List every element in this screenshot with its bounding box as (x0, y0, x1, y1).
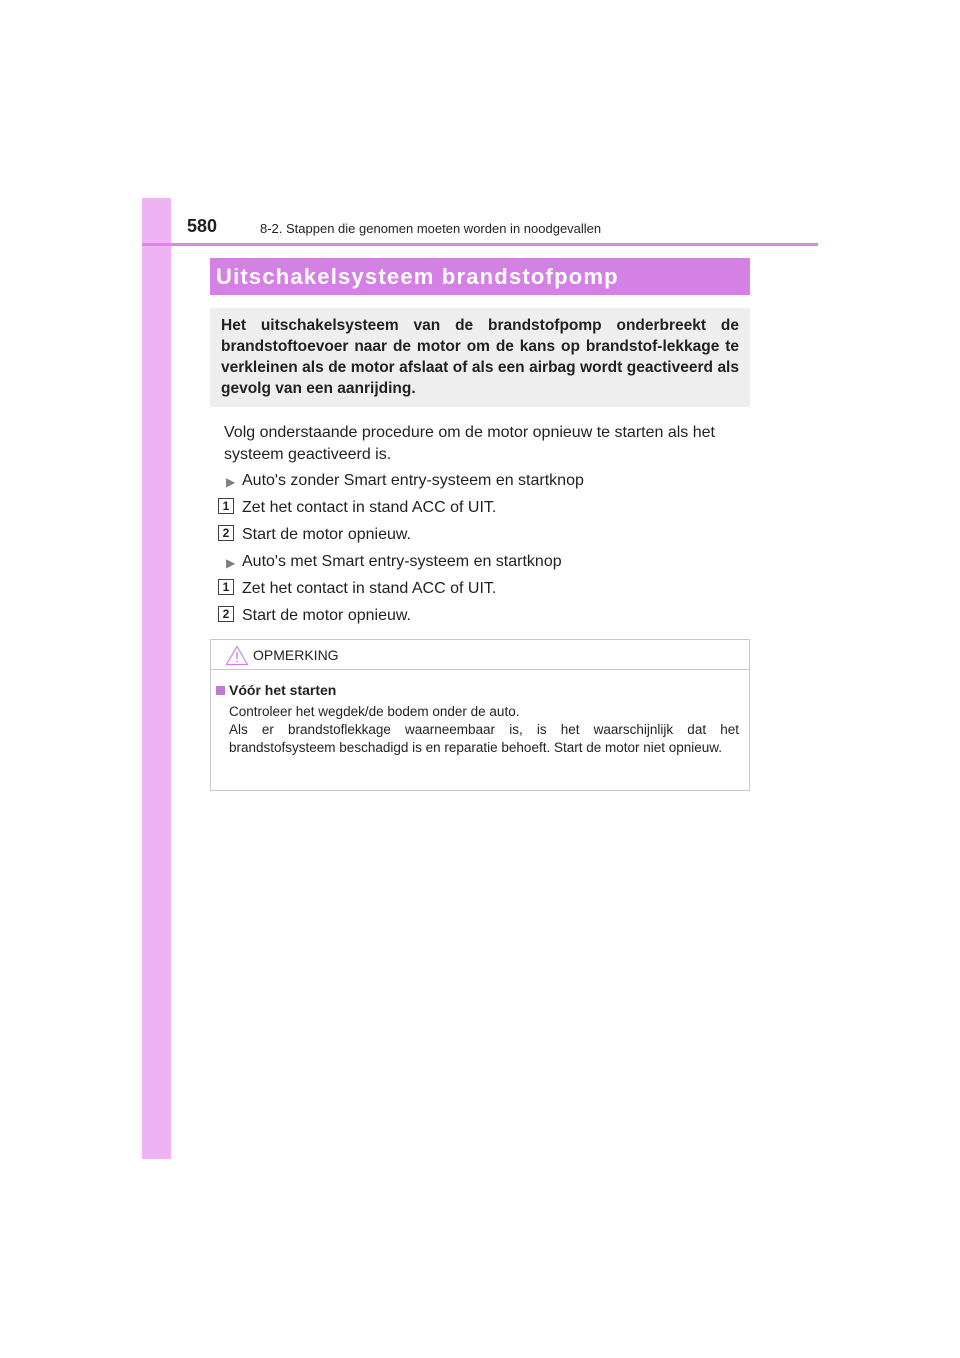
warning-triangle-icon (225, 645, 249, 666)
step-text: Start de motor opnieuw. (242, 526, 411, 543)
step-text: Zet het contact in stand ACC of UIT. (242, 580, 497, 597)
notice-line: Als er brandstoflekkage waarneembaar is, is het waarschijnlijk dat het brandstofsysteem beschadigd is en reparatie behoeft. Start de motor niet opnieuw. (229, 722, 739, 755)
notice-box (210, 639, 750, 791)
step-text: Zet het contact in stand ACC of UIT. (242, 499, 497, 516)
notice-header (211, 640, 749, 670)
chapter-side-tab (142, 198, 171, 1159)
intro-box (210, 308, 750, 407)
square-bullet-icon (216, 686, 225, 695)
step-number: 1 (218, 579, 234, 595)
triangle-bullet-icon: ▶ (226, 475, 236, 489)
triangle-bullet-icon: ▶ (226, 556, 236, 570)
page-number: 580 (187, 216, 218, 236)
section-title: Uitschakelsysteem brandstofpomp (210, 258, 750, 295)
step-number: 2 (218, 525, 234, 541)
procedure-intro: Volg onderstaande procedure om de motor opnieuw te starten als het systeem geactiveerd is. (224, 424, 715, 463)
step-number: 2 (218, 606, 234, 622)
header-rule (142, 243, 818, 246)
running-head: 8-2. Stappen die genomen moeten worden in noodgevallen (260, 221, 602, 236)
notice-subtitle: Vóór het starten (229, 682, 337, 698)
step-text: Start de motor opnieuw. (242, 607, 411, 624)
notice-label: OPMERKING (253, 647, 339, 663)
group-heading: Auto's zonder Smart entry-systeem en startknop (242, 472, 584, 489)
notice-line: Controleer het wegdek/de bodem onder de auto. (229, 704, 520, 719)
notice-body (229, 703, 739, 757)
intro-text: Het uitschakelsysteem van de brandstofpomp onderbreekt de brandstoftoevoer naar de motor om de kans op brandstof-lekkage te verkleinen als de motor afslaat of als een airbag wordt geactiveerd als gevolg van een aanrijding. (221, 317, 739, 397)
step-number: 1 (218, 498, 234, 514)
group-heading: Auto's met Smart entry-systeem en startknop (242, 553, 562, 570)
